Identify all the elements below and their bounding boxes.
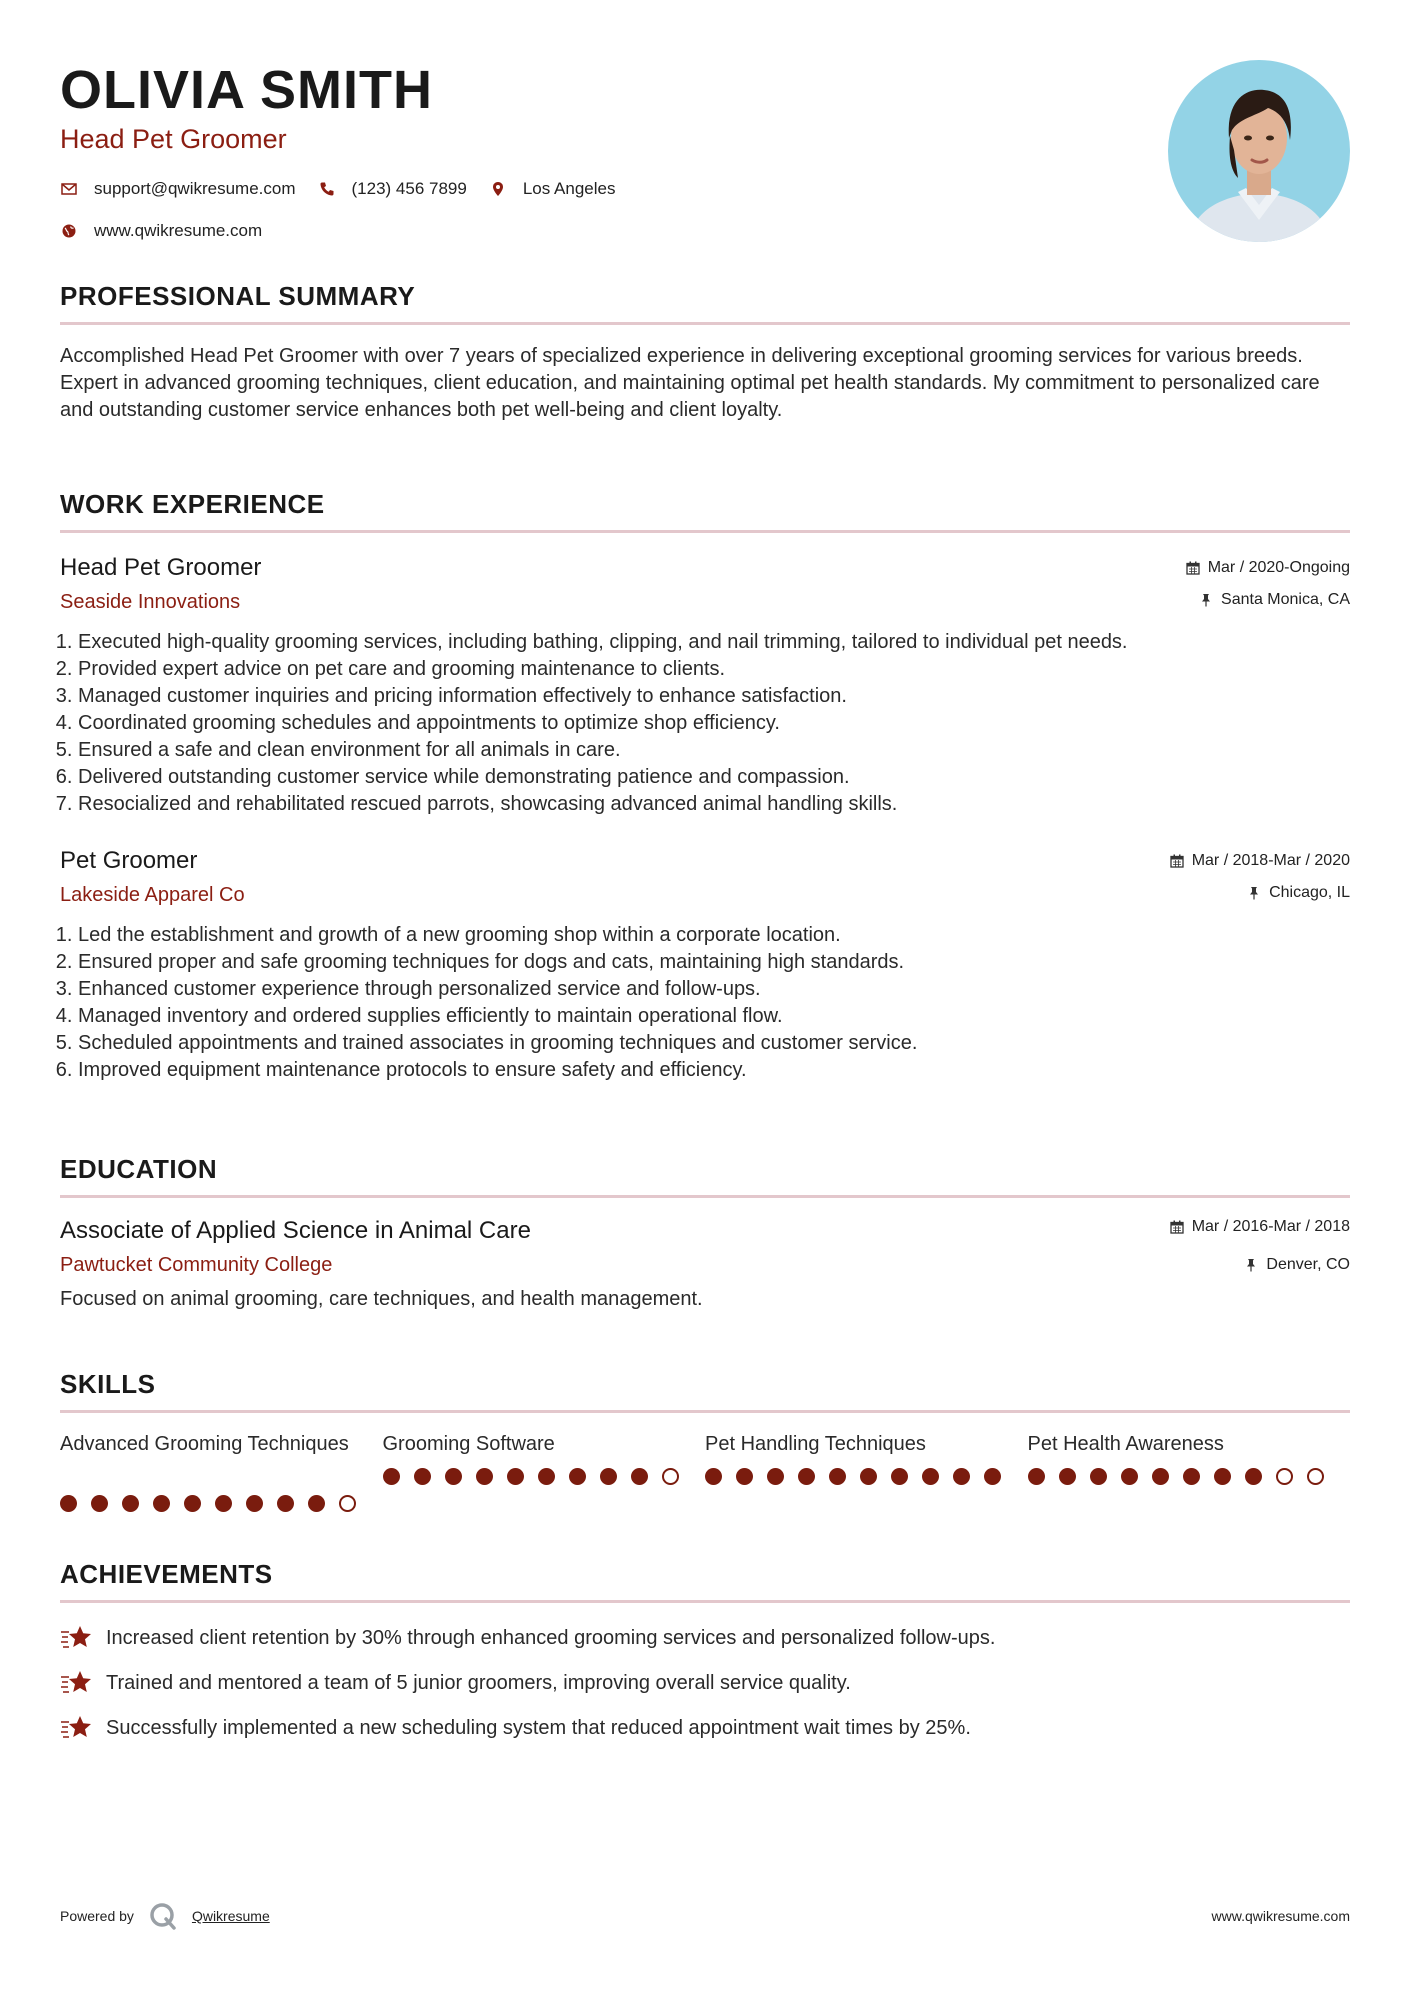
pushpin-icon	[1244, 1258, 1258, 1272]
rating-dot-empty	[662, 1468, 679, 1485]
list-item: 7. Resocialized and rehabilitated rescued parrots, showcasing advanced animal handling skills.	[78, 791, 1350, 818]
map-pin-icon	[489, 180, 507, 198]
rating-dot-filled	[736, 1468, 753, 1485]
duties-list	[60, 922, 1350, 1084]
experience-heading: WORK EXPERIENCE	[60, 489, 325, 519]
achievements-list	[60, 1621, 1350, 1745]
rating-dot-filled	[308, 1495, 325, 1512]
rating-dot-filled	[60, 1495, 77, 1512]
education-description: Focused on animal grooming, care techniques, and health management.	[60, 1288, 703, 1310]
rating-dot-filled	[829, 1468, 846, 1485]
skills-grid	[60, 1431, 1350, 1512]
rating-dot-filled	[922, 1468, 939, 1485]
job-company: Seaside Innovations	[60, 591, 241, 613]
calendar-icon	[1170, 1220, 1184, 1234]
list-item: 6. Delivered outstanding customer service while demonstrating patience and compassion.	[78, 764, 1350, 791]
rating-dot-filled	[631, 1468, 648, 1485]
rating-dot-empty	[1307, 1468, 1324, 1485]
rating-dot-filled	[1183, 1468, 1200, 1485]
contact-row	[60, 176, 1350, 202]
phone-icon	[318, 180, 336, 198]
job-title: Pet Groomer	[60, 847, 198, 874]
summary-heading: PROFESSIONAL SUMMARY	[60, 281, 416, 311]
rating-dot-filled	[184, 1495, 201, 1512]
rating-dot-filled	[91, 1495, 108, 1512]
education-heading: EDUCATION	[60, 1154, 218, 1184]
globe-icon	[60, 222, 78, 240]
education-section	[60, 1153, 1350, 1312]
job-dates-text: Mar / 2020-Ongoing	[1207, 559, 1350, 576]
education-entry	[60, 1216, 1350, 1312]
skill-rating	[1028, 1468, 1351, 1485]
phone-text: (123) 456 7899	[351, 179, 467, 198]
rating-dot-filled	[1028, 1468, 1045, 1485]
rating-dot-filled	[538, 1468, 555, 1485]
degree-title: Associate of Applied Science in Animal Care	[60, 1217, 531, 1244]
rating-dot-filled	[600, 1468, 617, 1485]
skill-rating	[383, 1468, 706, 1485]
rating-dot-filled	[1152, 1468, 1169, 1485]
education-location	[1170, 1254, 1350, 1276]
job-meta	[1170, 850, 1350, 914]
calendar-icon	[1170, 854, 1184, 868]
skill-item	[1028, 1431, 1351, 1512]
skill-name: Pet Health Awareness	[1027, 1433, 1224, 1455]
job-dates	[1186, 557, 1350, 579]
email-contact[interactable]	[60, 179, 296, 199]
rating-dot-filled	[1245, 1468, 1262, 1485]
achievement-item	[60, 1666, 1350, 1700]
rating-dot-filled	[569, 1468, 586, 1485]
candidate-name: OLIVIA SMITH	[60, 60, 433, 120]
rating-dot-filled	[122, 1495, 139, 1512]
footer-website[interactable]: www.qwikresume.com	[1211, 1908, 1350, 1924]
job-entry	[60, 553, 1350, 818]
job-location-text: Santa Monica, CA	[1221, 591, 1350, 608]
list-item: 3. Enhanced customer experience through personalized service and follow-ups.	[78, 976, 1350, 1003]
duties-list	[60, 629, 1350, 818]
rating-dot-filled	[705, 1468, 722, 1485]
rating-dot-filled	[277, 1495, 294, 1512]
rating-dot-filled	[953, 1468, 970, 1485]
list-item: 1. Executed high-quality grooming services, including bathing, clipping, and nail trimming, tailored to individual pet needs.	[78, 629, 1350, 656]
list-item: 3. Managed customer inquiries and pricing information effectively to enhance satisfaction.	[78, 683, 1350, 710]
star-icon	[60, 1713, 94, 1743]
skill-item	[60, 1431, 383, 1512]
rating-dot-filled	[414, 1468, 431, 1485]
phone-contact[interactable]	[318, 179, 467, 199]
school-name: Pawtucket Community College	[60, 1254, 333, 1276]
achievement-item	[60, 1711, 1350, 1745]
rating-dot-filled	[153, 1495, 170, 1512]
page-footer	[60, 1898, 1350, 1934]
job-location	[1186, 589, 1350, 611]
rating-dot-filled	[798, 1468, 815, 1485]
rating-dot-filled	[860, 1468, 877, 1485]
rating-dot-filled	[767, 1468, 784, 1485]
list-item: 1. Led the establishment and growth of a new grooming shop within a corporate location.	[78, 922, 1350, 949]
qwikresume-logo-icon	[148, 1901, 178, 1931]
rating-dot-filled	[246, 1495, 263, 1512]
skill-item	[383, 1431, 706, 1512]
achievements-section	[60, 1558, 1350, 1756]
skill-name: Pet Handling Techniques	[705, 1433, 926, 1455]
list-item: 6. Improved equipment maintenance protocols to ensure safety and efficiency.	[78, 1057, 1350, 1084]
rating-dot-filled	[215, 1495, 232, 1512]
star-icon	[60, 1668, 94, 1698]
education-dates	[1170, 1216, 1350, 1238]
powered-by	[60, 1901, 270, 1931]
rating-dot-filled	[476, 1468, 493, 1485]
job-title: Head Pet Groomer	[60, 554, 262, 581]
location-text: Los Angeles	[522, 179, 616, 198]
achievement-item	[60, 1621, 1350, 1655]
skill-rating	[60, 1495, 383, 1512]
education-dates-text: Mar / 2016-Mar / 2018	[1191, 1218, 1350, 1235]
summary-section	[60, 280, 1350, 424]
profile-photo	[1168, 60, 1350, 242]
rating-dot-filled	[507, 1468, 524, 1485]
list-item: 4. Coordinated grooming schedules and appointments to optimize shop efficiency.	[78, 710, 1350, 737]
candidate-role: Head Pet Groomer	[60, 124, 287, 154]
education-location-text: Denver, CO	[1266, 1256, 1350, 1273]
envelope-icon	[60, 180, 78, 198]
rating-dot-filled	[445, 1468, 462, 1485]
job-dates	[1170, 850, 1350, 872]
rating-dot-filled	[1059, 1468, 1076, 1485]
job-meta	[1186, 557, 1350, 621]
resume-header	[60, 58, 1350, 248]
list-item: 5. Ensured a safe and clean environment for all animals in care.	[78, 737, 1350, 764]
job-location	[1170, 882, 1350, 904]
website-contact[interactable]	[60, 221, 262, 241]
section-divider	[60, 322, 1350, 325]
rating-dot-filled	[383, 1468, 400, 1485]
pushpin-icon	[1247, 886, 1261, 900]
list-item: 5. Scheduled appointments and trained associates in grooming techniques and customer service.	[78, 1030, 1350, 1057]
rating-dot-filled	[1121, 1468, 1138, 1485]
powered-by-label: Powered by	[60, 1908, 134, 1924]
job-company: Lakeside Apparel Co	[60, 884, 245, 906]
achievements-heading: ACHIEVEMENTS	[60, 1559, 273, 1589]
location-contact	[489, 179, 616, 199]
list-item: 4. Managed inventory and ordered supplies efficiently to maintain operational flow.	[78, 1003, 1350, 1030]
section-divider	[60, 530, 1350, 533]
job-dates-text: Mar / 2018-Mar / 2020	[1191, 852, 1350, 869]
experience-section	[60, 488, 1350, 1084]
rating-dot-empty	[339, 1495, 356, 1512]
email-text: support@qwikresume.com	[94, 179, 296, 198]
achievement-text: Successfully implemented a new scheduling system that reduced appointment wait times by 25%.	[106, 1716, 971, 1739]
rating-dot-empty	[1276, 1468, 1293, 1485]
contact-row	[60, 218, 1350, 244]
pushpin-icon	[1199, 593, 1213, 607]
list-item: 2. Provided expert advice on pet care and grooming maintenance to clients.	[78, 656, 1350, 683]
section-divider	[60, 1195, 1350, 1198]
job-location-text: Chicago, IL	[1269, 884, 1350, 901]
skill-rating	[705, 1468, 1028, 1485]
skills-heading: SKILLS	[60, 1369, 156, 1399]
skill-item	[705, 1431, 1028, 1512]
star-icon	[60, 1623, 94, 1653]
rating-dot-filled	[984, 1468, 1001, 1485]
rating-dot-filled	[1090, 1468, 1107, 1485]
calendar-icon	[1186, 561, 1200, 575]
achievement-text: Trained and mentored a team of 5 junior groomers, improving overall service quality.	[106, 1671, 851, 1694]
section-divider	[60, 1600, 1350, 1603]
rating-dot-filled	[1214, 1468, 1231, 1485]
list-item: 2. Ensured proper and safe grooming techniques for dogs and cats, maintaining high standards.	[78, 949, 1350, 976]
education-meta	[1170, 1216, 1350, 1286]
rating-dot-filled	[891, 1468, 908, 1485]
job-entry	[60, 846, 1350, 1084]
contact-info	[60, 176, 1350, 244]
brand-link[interactable]: Qwikresume	[191, 1908, 270, 1924]
achievement-text: Increased client retention by 30% through enhanced grooming services and personalized follow-ups.	[106, 1626, 996, 1649]
skills-section	[60, 1368, 1350, 1512]
summary-text: Accomplished Head Pet Groomer with over 7 years of specialized experience in delivering exceptional grooming services for various breeds. Expert in advanced grooming techniques, client education, and maintaining optimal pet health standards. My commitment to personalized care and outstanding customer service enhances both pet well-being and client loyalty.	[60, 345, 1320, 421]
skill-name: Advanced Grooming Techniques	[60, 1433, 349, 1455]
website-text: www.qwikresume.com	[94, 221, 263, 240]
section-divider	[60, 1410, 1350, 1413]
skill-name: Grooming Software	[382, 1433, 555, 1455]
